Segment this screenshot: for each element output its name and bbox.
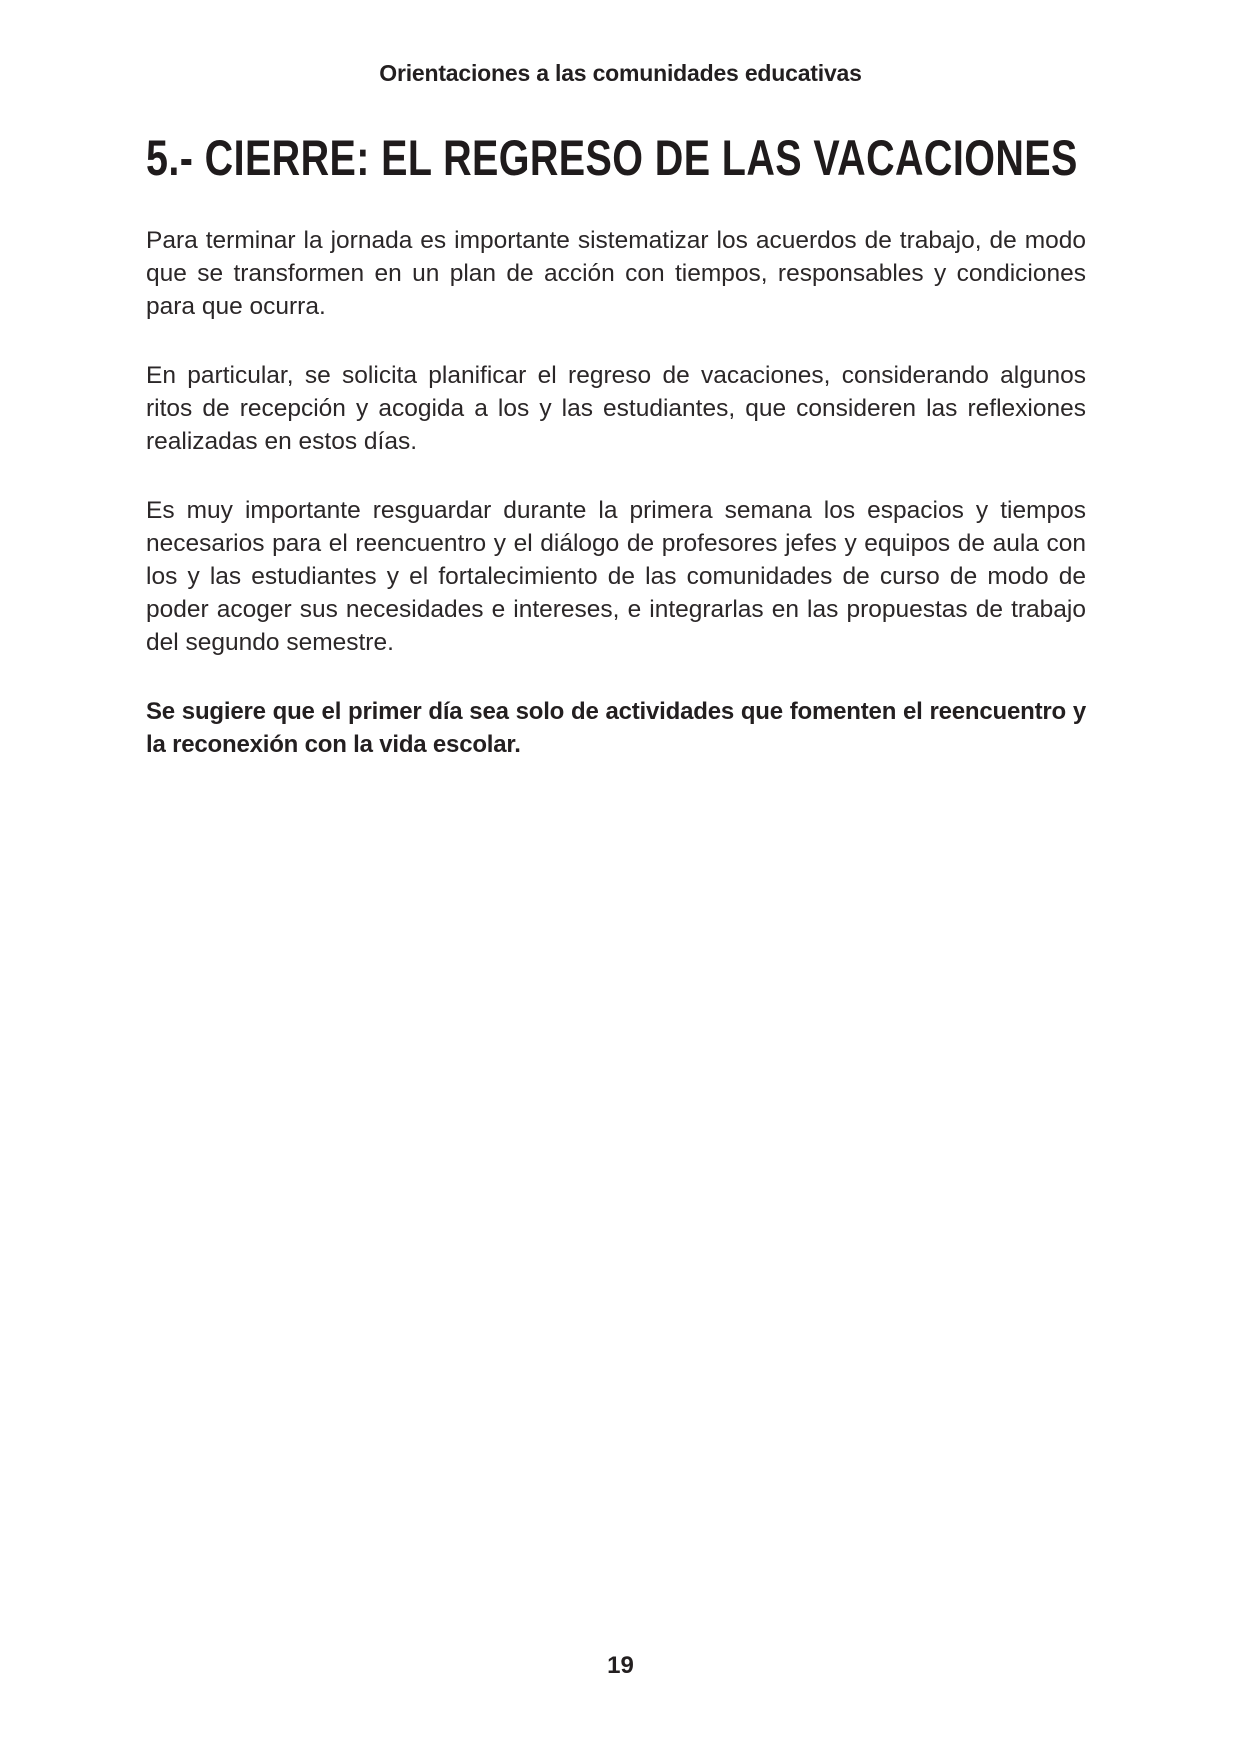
document-body [146, 224, 1086, 797]
page-number: 19 [607, 1652, 634, 1679]
bold-suggestion-note: Se sugiere que el primer día sea solo de actividades que fomenten el reencuentro y la reconexión con la vida escolar. [146, 698, 1086, 758]
document-header: Orientaciones a las comunidades educativas [379, 60, 862, 86]
section-title: 5.- CIERRE: EL REGRESO DE LAS VACACIONES [146, 130, 1078, 186]
paragraph-3: Es muy importante resguardar durante la primera semana los espacios y tiempos necesarios para el reencuentro y el diálogo de profesores jefes y equipos de aula con los y las estudiantes y el fortalecimiento de las comunidades de curso de modo de poder acoger sus necesidades e intereses, e integrarlas en las propuestas de trabajo del segundo semestre. [146, 497, 1086, 656]
paragraph-1: Para terminar la jornada es importante sistematizar los acuerdos de trabajo, de modo que se transformen en un plan de acción con tiempos, responsables y condiciones para que ocurra. [146, 227, 1086, 320]
paragraph-2: En particular, se solicita planificar el regreso de vacaciones, considerando algunos ritos de recepción y acogida a los y las estudiantes, que consideren las reflexiones realizadas en estos días. [146, 362, 1086, 455]
